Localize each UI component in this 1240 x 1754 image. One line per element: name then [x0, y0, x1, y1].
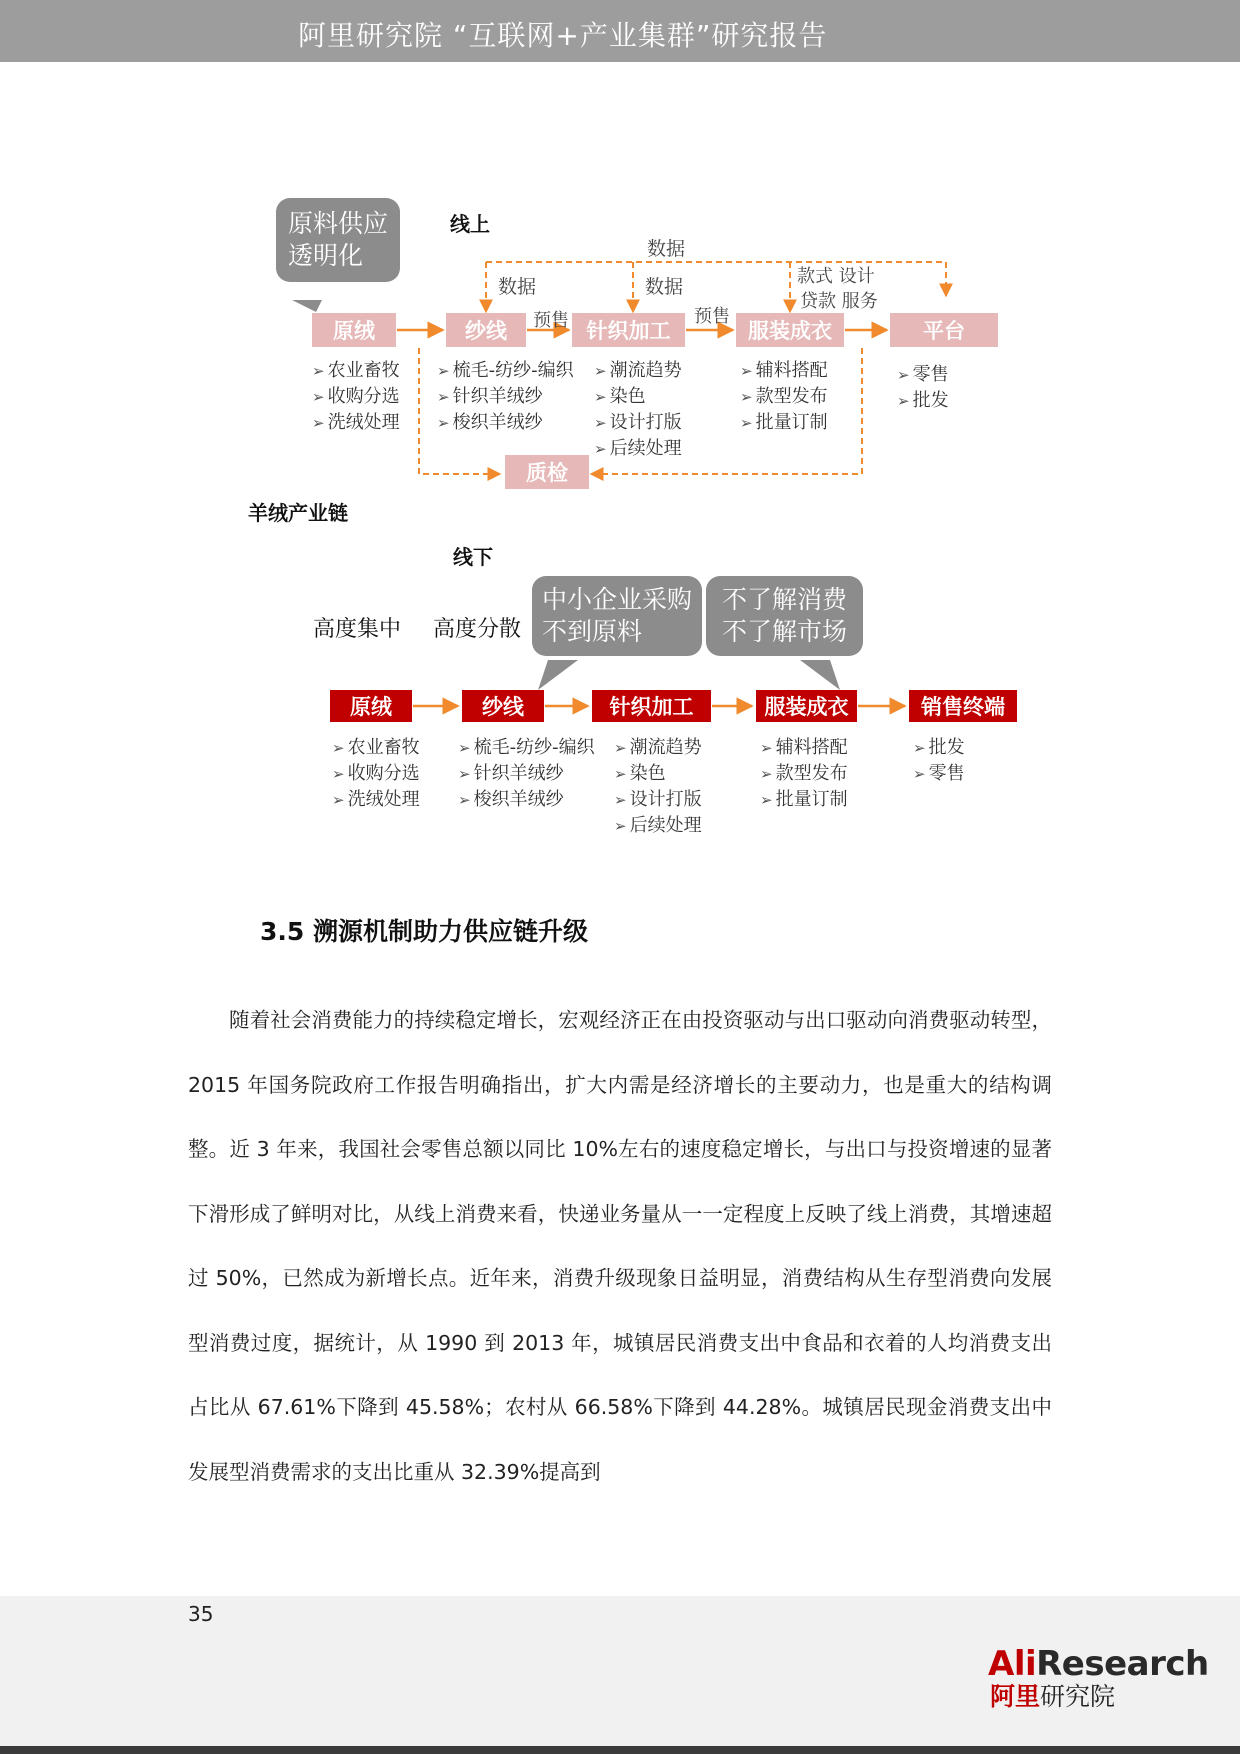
list-item: ➢ 辅料搭配: [760, 735, 848, 761]
list-item: ➢ 后续处理: [614, 813, 702, 839]
list-item: ➢ 设计打版: [594, 410, 682, 436]
list-item: ➢ 批量订制: [740, 410, 828, 436]
list-item: ➢ 批发: [913, 735, 965, 761]
offline-bubble-market: [706, 576, 863, 656]
list-item: ➢ 梳毛-纺纱-编织: [458, 735, 595, 761]
flow-label-data-mid: 数据: [645, 276, 684, 298]
list-item: ➢ 针织羊绒纱: [458, 761, 595, 787]
online-list-platform: [897, 362, 949, 414]
header-title: 阿里研究院 “互联网+产业集群”研究报告: [298, 19, 828, 52]
online-list-knitting: [594, 358, 682, 462]
list-item: ➢ 辅料搭配: [740, 358, 828, 384]
list-item: ➢ 后续处理: [594, 436, 682, 462]
list-item: ➢ 设计打版: [614, 787, 702, 813]
offline-bubble-line: 不了解消费: [722, 585, 848, 614]
flow-label-data-left: 数据: [498, 276, 537, 298]
flow-label-presale-2: 预售: [694, 306, 730, 327]
offline-stage-garment: 服装成衣: [756, 690, 857, 722]
page-number: 35: [188, 1602, 214, 1626]
offline-list-garment: [760, 735, 848, 813]
online-label: 线上: [450, 212, 490, 236]
logo-zh-red: 阿里: [990, 1682, 1041, 1711]
online-stage-yarn: 纱线: [446, 313, 526, 347]
logo-zh: [988, 1682, 1209, 1712]
list-item: ➢ 梳毛-纺纱-编织: [437, 358, 574, 384]
list-item: ➢ 批发: [897, 388, 949, 414]
concentration-left: 高度集中: [313, 617, 402, 642]
logo-en-rest: Research: [1036, 1644, 1209, 1684]
online-list-yarn: [437, 358, 574, 436]
flow-label-service-1: 款式 设计: [797, 266, 875, 287]
list-item: ➢ 款型发布: [760, 761, 848, 787]
list-item: ➢ 染色: [614, 761, 702, 787]
chain-label: 羊绒产业链: [248, 501, 348, 525]
list-item: ➢ 染色: [594, 384, 682, 410]
offline-bubble-line: 不到原料: [542, 617, 643, 646]
list-item: ➢ 梭织羊绒纱: [458, 787, 595, 813]
offline-bubble-line: 不了解市场: [722, 617, 848, 646]
list-item: ➢ 收购分选: [312, 384, 400, 410]
offline-stage-yarn: 纱线: [462, 690, 544, 722]
logo-en-red: Ali: [988, 1644, 1037, 1684]
list-item: ➢ 零售: [913, 761, 965, 787]
online-stage-qc: 质检: [505, 455, 589, 489]
list-item: ➢ 款型发布: [740, 384, 828, 410]
flow-label-service-2: 贷款 服务: [800, 291, 878, 312]
online-bubble: [276, 198, 400, 282]
body-paragraph: 随着社会消费能力的持续稳定增长，宏观经济正在由投资驱动与出口驱动向消费驱动转型，2015 年国务院政府工作报告明确指出，扩大内需是经济增长的主要动力，也是重大的结构调整。近 3 年来，我国社会零售总额以同比 10%左右的速度稳定增长，与出口与投资增速的显著下滑形成了鲜明对比，从线上消费来看，快递业务量从一一定程度上反映了线上消费，其增速超过 50%，已然成为新增长点。近年来，消费升级现象日益明显，消费结构从生存型消费向发展型消费过度，据统计，从 1990 到 2013 年，城镇居民消费支出中食品和衣着的人均消费支出占比从 67.61%下降到 45.58%；农村从 66.58%下降到 44.28%。城镇居民现金消费支出中发展型消费需求的支出比重从 32.39%提高到: [188, 1008, 1052, 1484]
concentration-right: 高度分散: [433, 617, 522, 642]
list-item: ➢ 零售: [897, 362, 949, 388]
online-bubble-line: 原料供应: [288, 209, 389, 238]
list-item: ➢ 农业畜牧: [312, 358, 400, 384]
offline-bubble-sourcing: [532, 576, 702, 656]
online-stage-knitting: 针织加工: [572, 313, 685, 347]
online-bubble-line: 透明化: [288, 241, 364, 270]
flow-label-data-top: 数据: [647, 238, 686, 260]
online-stage-raw-cashmere: 原绒: [312, 313, 396, 347]
body-text: [188, 988, 1052, 1504]
online-list-raw: [312, 358, 400, 436]
offline-list-knitting: [614, 735, 702, 839]
list-item: ➢ 收购分选: [332, 761, 420, 787]
flow-label-presale-1: 预售: [533, 310, 569, 331]
offline-stage-knitting: 针织加工: [592, 690, 711, 722]
aliresearch-logo: [988, 1646, 1209, 1712]
online-list-garment: [740, 358, 828, 436]
offline-stage-retail-terminal: 销售终端: [909, 690, 1017, 722]
list-item: ➢ 洗绒处理: [312, 410, 400, 436]
offline-stage-raw-cashmere: 原绒: [330, 690, 412, 722]
online-stage-garment: 服装成衣: [736, 313, 844, 347]
online-stage-platform: 平台: [890, 313, 998, 347]
offline-list-terminal: [913, 735, 965, 787]
list-item: ➢ 梭织羊绒纱: [437, 410, 574, 436]
offline-list-raw: [332, 735, 420, 813]
offline-label: 线下: [453, 545, 493, 569]
list-item: ➢ 针织羊绒纱: [437, 384, 574, 410]
bottom-bar: [0, 1746, 1240, 1754]
list-item: ➢ 洗绒处理: [332, 787, 420, 813]
list-item: ➢ 潮流趋势: [594, 358, 682, 384]
list-item: ➢ 批量订制: [760, 787, 848, 813]
section-title: 3.5 溯源机制助力供应链升级: [260, 917, 588, 946]
offline-list-yarn: [458, 735, 595, 813]
offline-bubble-line: 中小企业采购: [542, 585, 693, 614]
list-item: ➢ 农业畜牧: [332, 735, 420, 761]
list-item: ➢ 潮流趋势: [614, 735, 702, 761]
logo-zh-rest: 研究院: [1040, 1682, 1116, 1711]
logo-en: [988, 1646, 1209, 1682]
